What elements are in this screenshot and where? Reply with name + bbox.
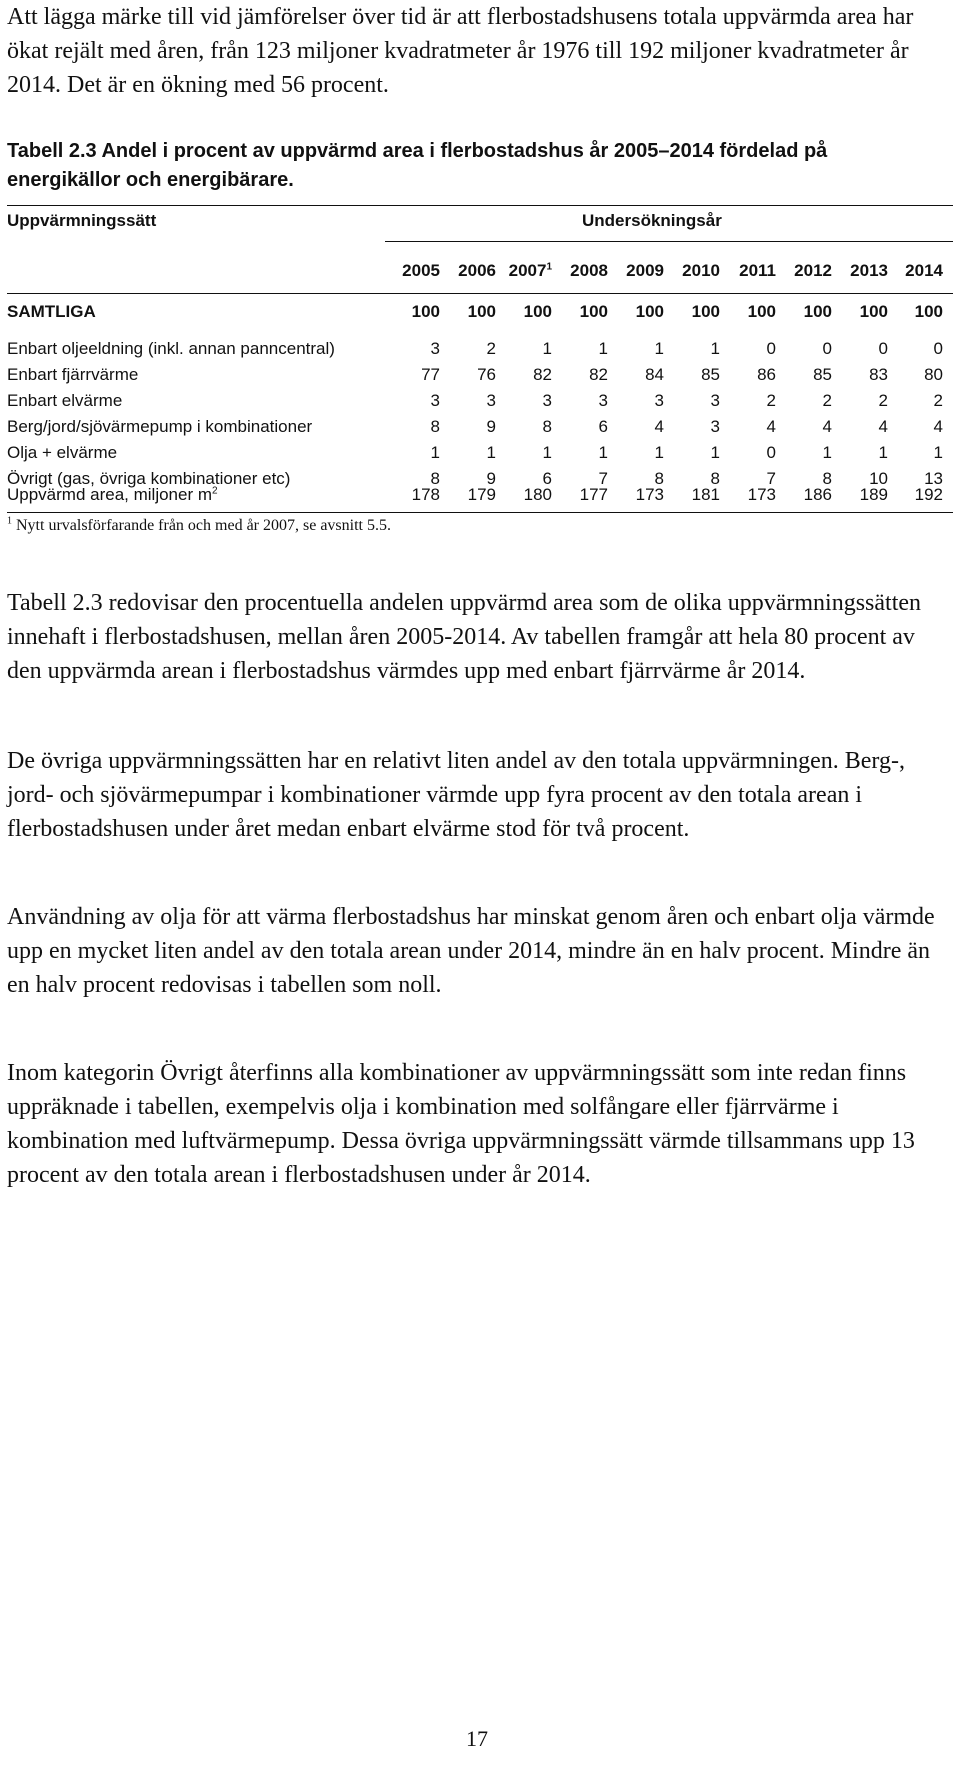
body-paragraph: Tabell 2.3 redovisar den procentuella andelen uppvärmd area som de olika uppvärmningssätten innehaft i flerbostadshusen, mellan åren 2005-2014. Av tabellen framgår att hela 80 procent av den uppvärmda arean i flerbostadshus värmdes upp med enbart fjärrvärme år 2014. <box>7 590 922 684</box>
table-cell: 180 <box>523 485 552 504</box>
table-cell: 100 <box>635 302 664 321</box>
table-cell: 100 <box>914 302 943 321</box>
table-cell: 3 <box>486 391 496 410</box>
table-cell: 2 <box>878 391 888 410</box>
table-cell: 2 <box>486 339 496 358</box>
table-cell: 189 <box>859 485 888 504</box>
table-cell: 7 <box>766 469 776 488</box>
year-cell: 2008 <box>570 261 608 280</box>
table-cell: 9 <box>486 469 496 488</box>
table-cell: 9 <box>486 417 496 436</box>
header-heating-method: Uppvärmningssätt <box>7 211 157 230</box>
header-bottom-rule <box>7 293 953 294</box>
table-cell: 1 <box>430 443 440 462</box>
body-paragraph: Inom kategorin Övrigt återfinns alla kombinationer av uppvärmningssätt som inte redan finns uppräknade i tabellen, exempelvis olja i kombination med solfångare eller fjärrvärme i kombination med luftvärmepump. Dessa övriga uppvärmningssätt värmde tillsammans upp 13 procent av den totala arean i flerbostadshusen under år 2014. <box>7 1060 915 1188</box>
table-cell: 4 <box>933 417 943 436</box>
table-cell: 4 <box>878 417 888 436</box>
table-cell: 85 <box>701 365 720 384</box>
table-row <box>7 365 953 389</box>
table-cell: 0 <box>933 339 943 358</box>
header-survey-year: Undersökningsår <box>582 211 722 230</box>
table-cell: 1 <box>710 339 720 358</box>
table-cell: 100 <box>523 302 552 321</box>
table-cell: 1 <box>598 339 608 358</box>
row-label: Olja + elvärme <box>7 443 118 462</box>
year-cell-with-note: 2007$^1$ <box>508 261 552 280</box>
table-row <box>7 339 953 363</box>
row-label: Övrigt (gas, övriga kombinationer etc) <box>7 469 291 488</box>
footnote-text: Nytt urvalsförfarande från och med år 2007, se avsnitt 5.5. <box>16 517 391 534</box>
table-cell: 8 <box>430 469 440 488</box>
table-cell: 82 <box>533 365 552 384</box>
header-sub-rule <box>385 241 953 242</box>
table-cell: 178 <box>411 485 440 504</box>
table-cell: 0 <box>878 339 888 358</box>
table-cell: 3 <box>654 391 664 410</box>
table-cell: 177 <box>579 485 608 504</box>
table-cell: 181 <box>691 485 720 504</box>
table-cell: 8 <box>430 417 440 436</box>
table-cell: 100 <box>691 302 720 321</box>
year-cell: 2012 <box>794 261 832 280</box>
table-cell: 192 <box>914 485 943 504</box>
table-cell: 1 <box>542 443 552 462</box>
table-cell: 3 <box>598 391 608 410</box>
table-cell: 1 <box>933 443 943 462</box>
table-cell: 4 <box>654 417 664 436</box>
page-number: 17 <box>466 1726 488 1751</box>
table-footnote <box>7 517 391 535</box>
row-label: Enbart elvärme <box>7 391 123 410</box>
table-cell: 7 <box>598 469 608 488</box>
table-cell: 8 <box>710 469 720 488</box>
table-row <box>7 417 953 441</box>
table-cell: 6 <box>542 469 552 488</box>
table-cell: 1 <box>542 339 552 358</box>
year-cell: 2014 <box>905 261 943 280</box>
table-cell: 2 <box>766 391 776 410</box>
table-cell: 3 <box>430 391 440 410</box>
area-row <box>7 485 953 509</box>
total-row <box>7 302 953 326</box>
table-cell: 3 <box>542 391 552 410</box>
table-cell: 1 <box>654 339 664 358</box>
table-cell: 85 <box>813 365 832 384</box>
table-cell: 3 <box>430 339 440 358</box>
table-cell: 1 <box>654 443 664 462</box>
table-cell: 2 <box>933 391 943 410</box>
table-caption: Tabell 2.3 Andel i procent av uppvärmd area i flerbostadshus år 2005–2014 fördelad på energikällor och energibärare. <box>7 140 828 191</box>
table-row <box>7 443 953 467</box>
table-cell: 8 <box>542 417 552 436</box>
row-label: Enbart oljeeldning (inkl. annan panncentral) <box>7 339 335 358</box>
year-cell: 2009 <box>626 261 664 280</box>
table-cell: 4 <box>822 417 832 436</box>
table-cell: 8 <box>822 469 832 488</box>
table-cell: 173 <box>747 485 776 504</box>
table-cell: 86 <box>757 365 776 384</box>
year-cell: 2013 <box>850 261 888 280</box>
year-cell: 2005 <box>402 261 440 280</box>
row-label: Berg/jord/sjövärmepump i kombinationer <box>7 417 313 436</box>
table-cell: 77 <box>421 365 440 384</box>
year-cell: 2010 <box>682 261 720 280</box>
table-cell: 186 <box>803 485 832 504</box>
table-cell: 6 <box>598 417 608 436</box>
table-cell: 1 <box>598 443 608 462</box>
table-top-rule <box>7 205 953 206</box>
table-cell: 82 <box>589 365 608 384</box>
table-cell: 100 <box>579 302 608 321</box>
year-header-row <box>7 261 953 285</box>
table-cell: 8 <box>654 469 664 488</box>
table-cell: 1 <box>710 443 720 462</box>
table-cell: 1 <box>822 443 832 462</box>
table-cell: 10 <box>869 469 888 488</box>
year-cell: 2011 <box>739 261 776 280</box>
row-label: SAMTLIGA <box>7 302 96 321</box>
table-cell: 0 <box>822 339 832 358</box>
table-cell: 3 <box>710 391 720 410</box>
table-cell: 100 <box>467 302 496 321</box>
table-cell: 179 <box>467 485 496 504</box>
table-cell: 100 <box>859 302 888 321</box>
table-cell: 0 <box>766 443 776 462</box>
table-cell: 100 <box>747 302 776 321</box>
table-row <box>7 391 953 415</box>
table-cell: 100 <box>803 302 832 321</box>
body-paragraph: De övriga uppvärmningssätten har en relativt liten andel av den totala uppvärmningen. Berg-, jord- och sjövärmepumpar i kombinationer värmde upp fyra procent av den totala arean i flerbostadshusen under året medan enbart elvärme stod för två procent. <box>7 748 905 842</box>
year-cell: 2006 <box>458 261 496 280</box>
table-cell: 1 <box>486 443 496 462</box>
superscript-2: 2 <box>212 485 218 497</box>
table-cell: 76 <box>477 365 496 384</box>
year-note-mark: 1 <box>546 261 552 273</box>
row-label: Uppvärmd area, miljoner $m^2$ <box>7 485 218 504</box>
table-cell: 84 <box>645 365 664 384</box>
table-cell: 0 <box>766 339 776 358</box>
body-paragraph: Användning av olja för att värma flerbostadshus har minskat genom åren och enbart olja värmde upp en mycket liten andel av den totala arean under 2014, mindre än en halv procent. Mindre än en halv procent redovisas i tabellen som noll. <box>7 904 935 998</box>
row-label: Enbart fjärrvärme <box>7 365 139 384</box>
table-cell: 4 <box>766 417 776 436</box>
table-cell: 13 <box>924 469 943 488</box>
intro-paragraph: Att lägga märke till vid jämförelser över tid är att flerbostadshusens totala uppvärmda area har ökat rejält med åren, från 123 miljoner kvadratmeter år 1976 till 192 miljoner kvadratmeter år 2014. Det är en ökning med 56 procent. <box>7 4 914 98</box>
table-cell: 83 <box>869 365 888 384</box>
table-cell: 1 <box>878 443 888 462</box>
table-cell: 3 <box>710 417 720 436</box>
table-cell: 2 <box>822 391 832 410</box>
table-cell: 173 <box>635 485 664 504</box>
table-bottom-rule <box>7 512 953 513</box>
table-cell: 80 <box>924 365 943 384</box>
footnote-mark: 1 <box>7 515 12 527</box>
table-cell: 100 <box>411 302 440 321</box>
